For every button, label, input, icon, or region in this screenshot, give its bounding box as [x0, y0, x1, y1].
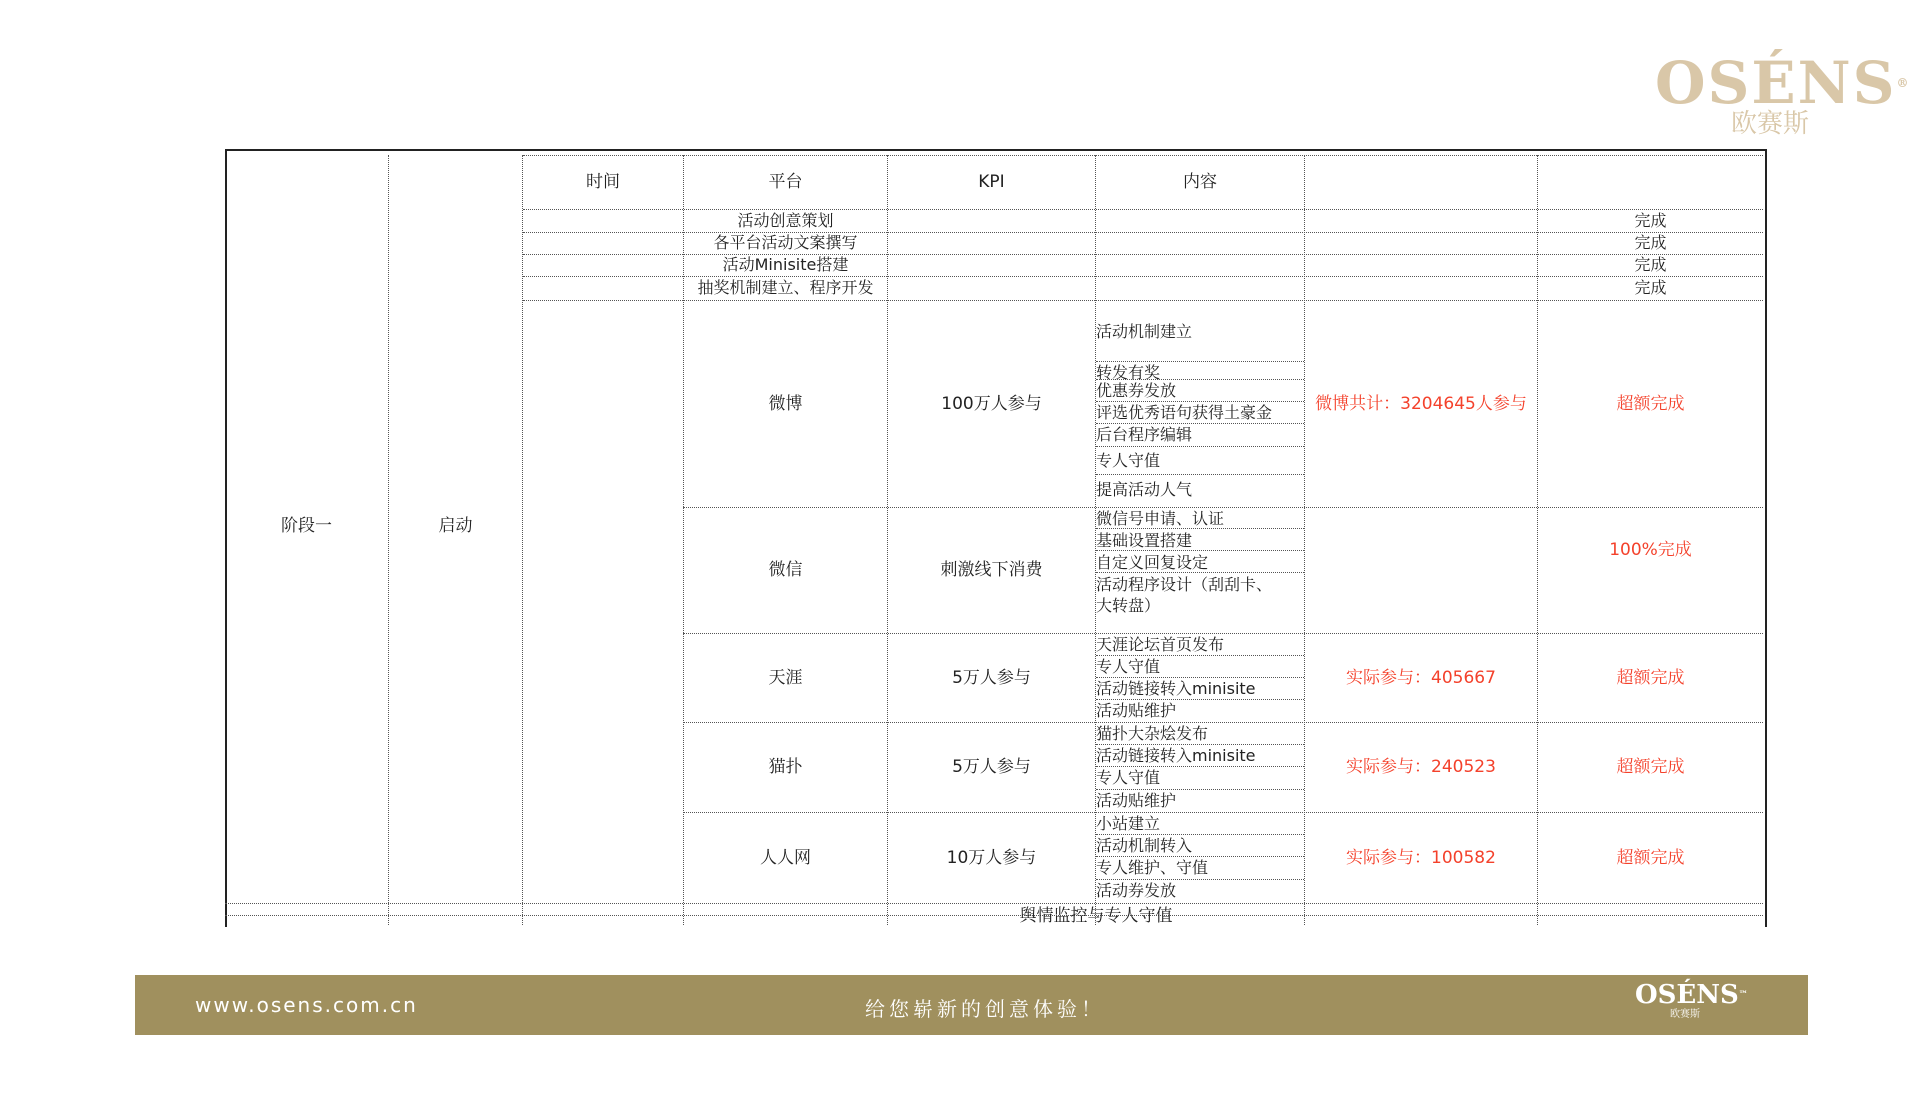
- content-item: 猫扑大杂烩发布: [1096, 724, 1209, 743]
- content-divider: [1096, 834, 1304, 835]
- content-item: 活动贴维护: [1096, 791, 1177, 810]
- content-item: 基础设置搭建: [1096, 531, 1193, 550]
- platform-result: [1305, 507, 1537, 633]
- platform-result: 实际参与：240523: [1346, 757, 1496, 777]
- prep-status: 完成: [1634, 278, 1667, 297]
- content-item: 活动程序设计（刮刮卡、: [1096, 575, 1273, 594]
- content-divider: [1096, 550, 1304, 551]
- brand-logo: [1655, 49, 1911, 139]
- header-time: 时间: [586, 172, 620, 192]
- row-divider: [225, 903, 1763, 904]
- content-item: 大转盘）: [1096, 596, 1161, 615]
- prep-task: 各平台活动文案撰写: [713, 233, 858, 252]
- platform-result: 微博共计：3204645人参与: [1315, 393, 1527, 414]
- footer-logo-trademark: ™: [1738, 990, 1748, 1000]
- content-item: 提高活动人气: [1096, 480, 1193, 499]
- footer-bar: [135, 975, 1808, 1035]
- content-item: 转发有奖: [1096, 363, 1161, 382]
- header-content: 内容: [1183, 172, 1217, 192]
- footer-website: www.osens.com.cn: [195, 993, 418, 1017]
- prep-status: 完成: [1634, 210, 1667, 230]
- content-divider: [1096, 474, 1304, 475]
- header-platform: 平台: [768, 172, 803, 192]
- logo-chinese-name: 欧赛斯: [1730, 109, 1809, 139]
- platform-name: 人人网: [760, 847, 811, 868]
- content-item: 专人守值: [1096, 657, 1161, 676]
- platform-kpi: 5万人参与: [952, 757, 1031, 777]
- content-item: 天涯论坛首页发布: [1096, 635, 1225, 654]
- content-divider: [1096, 699, 1304, 700]
- plan-table: [225, 149, 1764, 926]
- prep-status: 完成: [1634, 233, 1667, 252]
- monitoring-row: 舆情监控与专人守值: [1019, 906, 1173, 926]
- platform-status: 100%完成: [1609, 540, 1692, 560]
- footer-slogan: 给您崭新的创意体验！: [865, 997, 1105, 1021]
- platform-kpi: 10万人参与: [946, 847, 1037, 868]
- content-item: 小站建立: [1096, 814, 1161, 833]
- content-divider: [1096, 766, 1304, 767]
- content-divider: [1096, 655, 1304, 656]
- content-item: 活动贴维护: [1096, 701, 1177, 720]
- column-divider: [522, 155, 523, 925]
- logo-wordmark: OSÉNS®: [1655, 49, 1911, 117]
- prep-task: 活动Minisite搭建: [722, 255, 849, 274]
- logo-registered-mark: ®: [1896, 76, 1911, 90]
- platform-result: 实际参与：100582: [1346, 847, 1496, 868]
- platform-name: 微信: [768, 560, 803, 580]
- content-divider: [1096, 879, 1304, 880]
- content-item: 评选优秀语句获得土豪金: [1096, 403, 1273, 422]
- content-item: 活动机制建立: [1096, 322, 1193, 341]
- content-divider: [1096, 446, 1304, 447]
- platform-status: 超额完成: [1616, 393, 1685, 414]
- content-item: 微信号申请、认证: [1096, 509, 1225, 528]
- content-item: 自定义回复设定: [1096, 553, 1209, 572]
- platform-kpi: 刺激线下消费: [940, 560, 1043, 580]
- content-divider: [1096, 423, 1304, 424]
- content-item: 活动机制转入: [1096, 836, 1193, 855]
- content-item: 活动链接转入minisite: [1096, 746, 1256, 765]
- content-item: 后台程序编辑: [1096, 425, 1193, 444]
- prep-task: 活动创意策划: [737, 210, 834, 230]
- footer-logo-chinese: 欧赛斯: [1670, 1009, 1700, 1020]
- content-item: 专人维护、守值: [1096, 858, 1209, 877]
- platform-status: 超额完成: [1616, 847, 1685, 868]
- header-kpi: KPI: [978, 172, 1005, 192]
- prep-status: 完成: [1634, 255, 1667, 274]
- stage-label: 阶段一: [281, 516, 332, 536]
- platform-name: 微博: [768, 393, 803, 414]
- content-item: 活动链接转入minisite: [1096, 679, 1256, 698]
- footer-logo-wordmark: OSÉNS™: [1635, 980, 1748, 1010]
- content-divider: [1096, 361, 1304, 362]
- content-item: 专人守值: [1096, 768, 1161, 787]
- content-item: 活动券发放: [1096, 881, 1177, 900]
- content-divider: [1096, 572, 1304, 573]
- platform-status: 超额完成: [1616, 757, 1685, 777]
- platform-name: 猫扑: [768, 757, 803, 777]
- content-item: 专人守值: [1096, 451, 1161, 470]
- platform-result: 实际参与：405667: [1346, 667, 1496, 688]
- prep-task: 抽奖机制建立、程序开发: [697, 278, 874, 297]
- platform-kpi: 5万人参与: [952, 667, 1031, 688]
- content-divider: [1096, 401, 1304, 402]
- content-divider: [1096, 789, 1304, 790]
- content-item: 优惠券发放: [1096, 381, 1177, 400]
- content-divider: [1096, 677, 1304, 678]
- content-divider: [1096, 856, 1304, 857]
- content-divider: [1096, 528, 1304, 529]
- platform-kpi: 100万人参与: [941, 393, 1042, 414]
- footer-logo: [1635, 980, 1748, 1021]
- phase-label: 启动: [438, 516, 473, 536]
- platform-status: 超额完成: [1616, 667, 1685, 688]
- platform-name: 天涯: [768, 667, 803, 688]
- content-divider: [1096, 744, 1304, 745]
